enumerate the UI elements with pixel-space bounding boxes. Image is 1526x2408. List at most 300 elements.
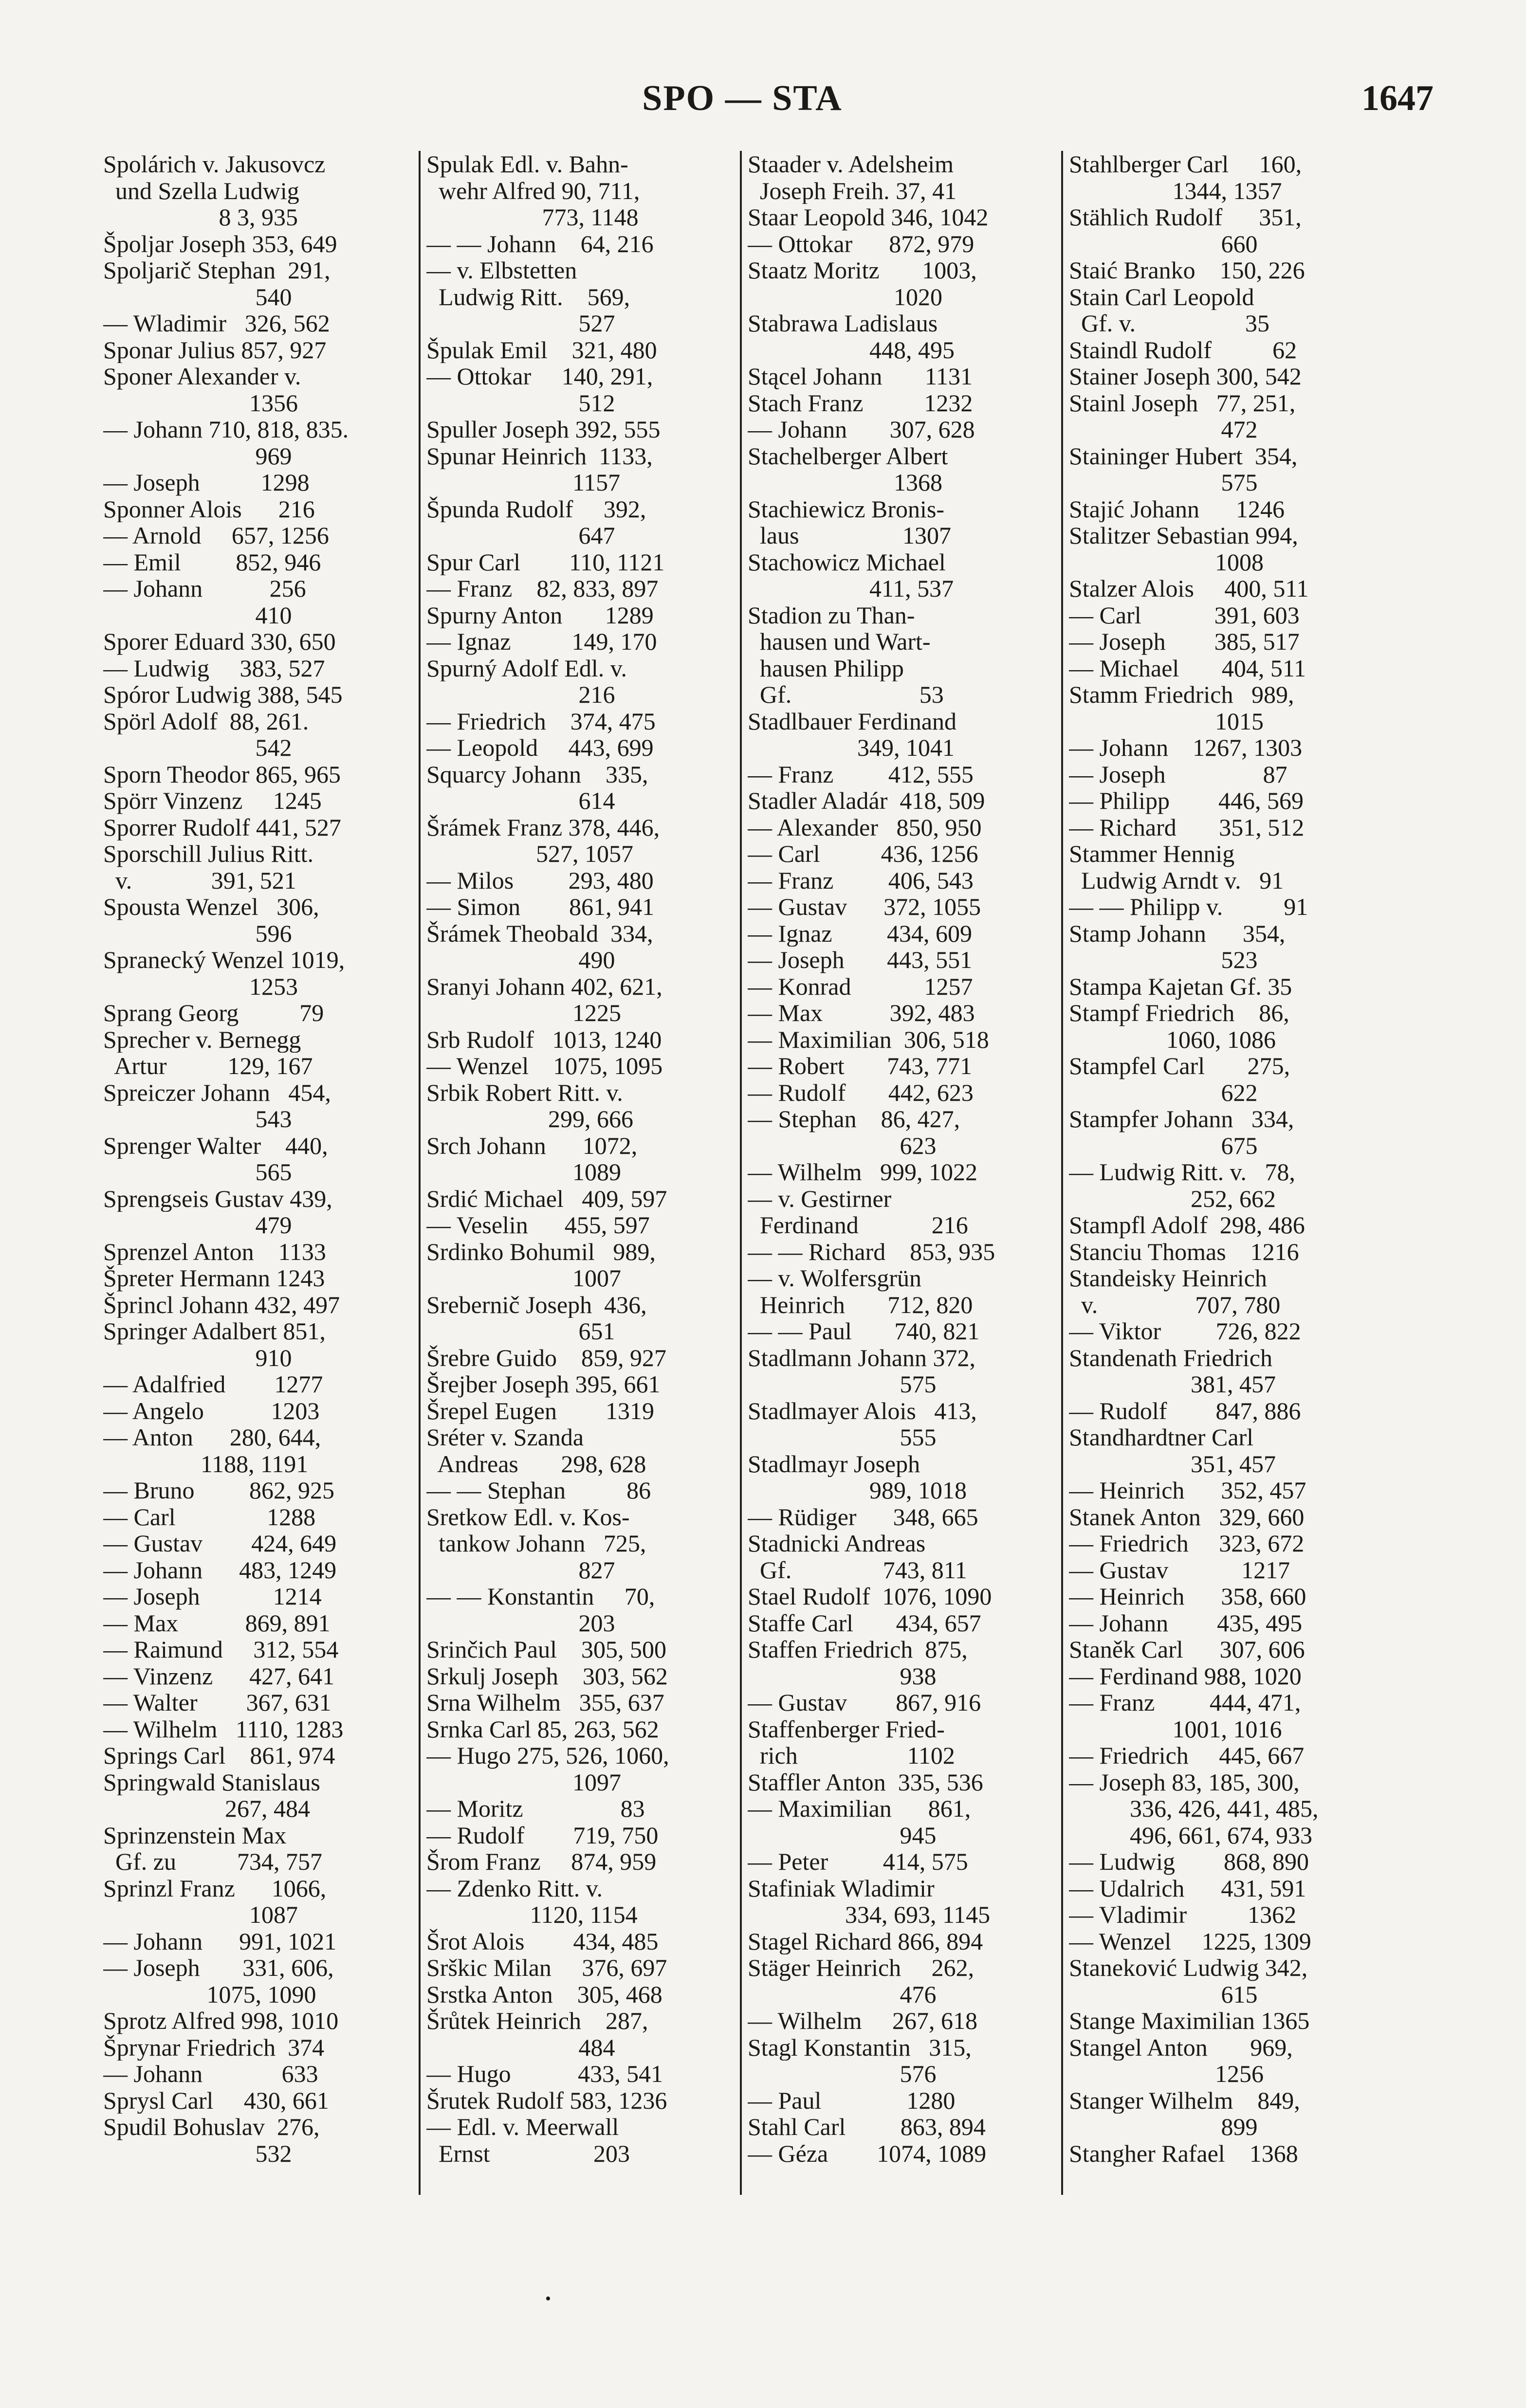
directory-entry-line: Artur 129, 167 [103,1053,313,1079]
directory-entry-line: — Franz 406, 543 [748,867,974,894]
directory-entry-line: Heinrich 712, 820 [748,1291,973,1318]
directory-entry-line: Šrot Alois 434, 485 [426,1928,659,1954]
directory-entry-line: — Joseph 83, 185, 300, [1069,1769,1300,1795]
directory-entry-line: Gf. 53 [748,681,944,708]
directory-entry-line: 411, 537 [748,575,954,602]
directory-entry-line: Šrebre Guido 859, 927 [426,1344,666,1371]
directory-entry-line: Staindl Rudolf 62 [1069,336,1297,363]
directory-entry-line: Stabrawa Ladislaus [748,310,938,337]
directory-entry-line: 476 [748,1981,937,2007]
directory-entry-line: — Angelo 1203 [103,1397,320,1424]
directory-entry-line: — Wladimir 326, 562 [103,310,330,337]
directory-entry-line: — Stephan 86, 427, [748,1106,960,1132]
directory-entry-line: Srch Johann 1072, [426,1132,638,1159]
directory-entry-line: 575 [1069,469,1258,496]
directory-entry-line: 523 [1069,947,1258,973]
directory-entry-line: und Szella Ludwig [103,177,299,204]
directory-entry-line: — Ludwig 868, 890 [1069,1848,1309,1875]
directory-entry-line: Špreter Hermann 1243 [103,1265,325,1292]
directory-entry-line: Šrůtek Heinrich 287, [426,2007,648,2034]
directory-entry-line: — Peter 414, 575 [748,1848,968,1875]
directory-entry-line: 1356 [103,389,298,416]
directory-entry-line: Stael Rudolf 1076, 1090 [748,1583,992,1610]
directory-entry-line: 565 [103,1159,292,1186]
directory-entry-line: Spörr Vinzenz 1245 [103,787,322,814]
directory-entry-line: Stäger Heinrich 262, [748,1954,974,1981]
directory-entry-line: — Wilhelm 999, 1022 [748,1159,978,1186]
directory-entry-line: — Gustav 1217 [1069,1556,1290,1583]
directory-entry-line: 623 [748,1132,937,1159]
directory-entry-line: Sprengseis Gustav 439, [103,1185,332,1212]
directory-entry-line: — Anton 280, 644, [103,1424,321,1451]
directory-entry-line: — Milos 293, 480 [426,867,654,894]
directory-entry-line: — Bruno 862, 925 [103,1477,334,1504]
directory-entry-line: Staffe Carl 434, 657 [748,1609,981,1636]
directory-entry-line: — Joseph 1298 [103,469,310,496]
directory-entry-line: — Adalfried 1277 [103,1371,323,1398]
directory-entry-line: 827 [426,1556,615,1583]
directory-entry-line: 938 [748,1662,937,1689]
directory-entry-line: Stanger Wilhelm 849, [1069,2087,1300,2114]
directory-entry-line: 252, 662 [1069,1185,1276,1212]
directory-entry-line: 651 [426,1318,615,1345]
directory-entry-line: laus 1307 [748,522,952,549]
directory-entry-line: Šrepel Eugen 1319 [426,1397,654,1424]
directory-entry-line: — Robert 743, 771 [748,1053,973,1079]
directory-entry-line: Sporer Eduard 330, 650 [103,628,336,655]
directory-entry-line: — Paul 1280 [748,2087,956,2114]
directory-entry-line: 448, 495 [748,336,955,363]
directory-entry-line: — Richard 351, 512 [1069,814,1305,840]
directory-entry-line: — v. Elbstetten [426,257,577,284]
directory-entry-line: Sprecher v. Bernegg [103,1026,301,1053]
directory-entry-line: Spreiczer Johann 454, [103,1079,331,1106]
directory-entry-line: 203 [426,1609,615,1636]
directory-entry-line: Stampa Kajetan Gf. 35 [1069,973,1292,1000]
directory-entry-line: Spoljarič Stephan 291, [103,257,331,284]
directory-entry-line: Sporschill Julius Ritt. [103,840,314,867]
directory-entry-line: Sponar Julius 857, 927 [103,336,327,363]
directory-entry-line: 299, 666 [426,1106,633,1132]
directory-entry-line: Stamm Friedrich 989, [1069,681,1294,708]
directory-entry-line: Staněk Carl 307, 606 [1069,1636,1305,1663]
directory-entry-line: Stadlmayr Joseph [748,1450,920,1477]
directory-entry-line: Standeisky Heinrich [1069,1265,1267,1292]
directory-entry-line: — Michael 404, 511 [1069,655,1306,681]
directory-entry-line: 575 [748,1371,937,1398]
column-2 [419,151,740,2195]
directory-entry-line: Spurny Anton 1289 [426,602,654,628]
directory-entry-line: Sprang Georg 79 [103,1000,324,1026]
directory-entry-line: — Heinrich 352, 457 [1069,1477,1306,1504]
directory-entry-line: Špoljar Joseph 353, 649 [103,230,337,257]
directory-entry-line: — Friedrich 323, 672 [1069,1530,1305,1557]
directory-entry-line: Stanek Anton 329, 660 [1069,1503,1305,1530]
directory-entry-line: — Ferdinand 988, 1020 [1069,1662,1302,1689]
directory-entry-line: — Raimund 312, 554 [103,1636,339,1663]
directory-entry-line: — Viktor 726, 822 [1069,1318,1301,1345]
directory-entry-line: Spurný Adolf Edl. v. [426,655,627,681]
directory-entry-line: 216 [426,681,615,708]
entries-columns [97,151,1382,2195]
directory-entry-line: Stampf Friedrich 86, [1069,1000,1289,1026]
directory-entry-line: — v. Wolfersgrün [748,1265,922,1292]
directory-entry-line: — Zdenko Ritt. v. [426,1875,603,1901]
directory-entry-line: — — Johann 64, 216 [426,230,654,257]
directory-entry-line: Stadler Aladár 418, 509 [748,787,985,814]
directory-entry-line: 576 [748,2061,937,2087]
directory-entry-line: Stainer Joseph 300, 542 [1069,363,1302,390]
directory-entry-line: — Joseph 385, 517 [1069,628,1300,655]
directory-entry-line: — Wilhelm 267, 618 [748,2007,978,2034]
directory-entry-line: Srinčich Paul 305, 500 [426,1636,667,1663]
directory-entry-line: 479 [103,1212,292,1239]
directory-entry-line: Spudil Bohuslav 276, [103,2114,320,2140]
directory-entry-line: — Maximilian 306, 518 [748,1026,989,1053]
directory-entry-line: 989, 1018 [748,1477,967,1504]
directory-entry-line: — — Paul 740, 821 [748,1318,980,1345]
directory-entry-line: — Ottokar 140, 291, [426,363,653,390]
directory-entry-line: — Johann 483, 1249 [103,1556,337,1583]
directory-entry-line: Srb Rudolf 1013, 1240 [426,1026,662,1053]
directory-entry-line: Špulak Emil 321, 480 [426,336,657,363]
directory-entry-line: Srebernič Joseph 436, [426,1291,647,1318]
directory-entry-line: Spóror Ludwig 388, 545 [103,681,343,708]
directory-entry-line: 1087 [103,1901,298,1928]
directory-entry-line: 555 [748,1424,937,1451]
directory-entry-line: 1157 [426,469,621,496]
directory-entry-line: Stanciu Thomas 1216 [1069,1238,1299,1265]
directory-entry-line: — Rudolf 847, 886 [1069,1397,1301,1424]
directory-entry-line: tankow Johann 725, [426,1530,646,1557]
directory-entry-line: Sponner Alois 216 [103,495,315,522]
directory-entry-line: 660 [1069,230,1258,257]
page-number: 1647 [1361,78,1434,118]
directory-entry-line: — Vladimir 1362 [1069,1901,1297,1928]
directory-entry-line: — Edl. v. Meerwall [426,2114,619,2140]
directory-entry-line: 1256 [1069,2061,1264,2087]
directory-entry-line: — Philipp 446, 569 [1069,787,1304,814]
directory-entry-line: Sretkow Edl. v. Kos- [426,1503,630,1530]
directory-entry-line: 910 [103,1344,292,1371]
directory-entry-line: — Max 869, 891 [103,1609,331,1636]
directory-entry-line: Stalitzer Sebastian 994, [1069,522,1298,549]
footer-mark: • [545,2290,551,2308]
directory-entry-line: Stącel Johann 1131 [748,363,973,390]
directory-entry-line: Stalzer Alois 400, 511 [1069,575,1309,602]
directory-entry-line: — Ignaz 434, 609 [748,920,973,947]
directory-entry-line: Staffenberger Fried- [748,1715,945,1742]
directory-entry-line: Stachiewicz Bronis- [748,495,945,522]
page-header [105,73,1434,131]
directory-entry-line: Stachelberger Albert [748,442,948,469]
directory-entry-line: Sprysl Carl 430, 661 [103,2087,329,2114]
directory-entry-line: Špunda Rudolf 392, [426,495,646,522]
directory-entry-line: Stadion zu Than- [748,602,915,628]
directory-entry-line: 527, 1057 [426,840,633,867]
directory-entry-line: Springer Adalbert 851, [103,1318,326,1345]
directory-entry-line: Staić Branko 150, 226 [1069,257,1305,284]
directory-entry-line: Spur Carl 110, 1121 [426,548,665,575]
directory-entry-line: Sporn Theodor 865, 965 [103,761,341,787]
directory-entry-line: Spousta Wenzel 306, [103,894,319,920]
directory-entry-line: Stagl Konstantin 315, [748,2034,972,2061]
directory-entry-line: Springs Carl 861, 974 [103,1742,335,1769]
directory-entry-line: v. 707, 780 [1069,1291,1281,1318]
directory-entry-line: Srkulj Joseph 303, 562 [426,1662,668,1689]
directory-entry-line: Joseph Freih. 37, 41 [748,177,957,204]
column-4 [1061,151,1382,2195]
directory-entry-line: — Carl 391, 603 [1069,602,1300,628]
directory-entry-line: Sprinzenstein Max [103,1822,287,1848]
directory-entry-line: Šrámek Franz 378, 446, [426,814,660,840]
directory-entry-line: — Emil 852, 946 [103,548,321,575]
directory-entry-line: Spolárich v. Jakusovcz [103,151,326,178]
directory-entry-line: — Johann 710, 818, 835. [103,416,349,443]
directory-entry-line: Staar Leopold 346, 1042 [748,204,989,231]
directory-entry-line: Stain Carl Leopold [1069,283,1254,310]
directory-entry-line: 267, 484 [103,1795,310,1822]
directory-entry-line: — Veselin 455, 597 [426,1212,650,1239]
directory-entry-line: Gf. 743, 811 [748,1556,967,1583]
directory-entry-line: Sponer Alexander v. [103,363,301,390]
directory-entry-line: 1007 [426,1265,621,1292]
directory-entry-line: Staffler Anton 335, 536 [748,1769,983,1795]
directory-entry-line: 484 [426,2034,615,2061]
directory-entry-line: Ludwig Ritt. 569, [426,283,630,310]
directory-entry-line: 899 [1069,2114,1258,2140]
directory-entry-line: hausen und Wart- [748,628,931,655]
directory-entry-line: Srdinko Bohumil 989, [426,1238,656,1265]
directory-entry-line: — Konrad 1257 [748,973,973,1000]
directory-entry-line: — Ludwig Ritt. v. 78, [1069,1159,1295,1186]
directory-entry-line: Srna Wilhelm 355, 637 [426,1689,664,1716]
directory-entry-line: — Ignaz 149, 170 [426,628,657,655]
directory-entry-line: Stadlmayer Alois 413, [748,1397,977,1424]
directory-entry-line: Stahl Carl 863, 894 [748,2114,986,2140]
directory-entry-line: — Wilhelm 1110, 1283 [103,1715,344,1742]
directory-entry-line: — Wenzel 1225, 1309 [1069,1928,1311,1954]
directory-entry-line: Stangel Anton 969, [1069,2034,1293,2061]
directory-entry-line: Gf. v. 35 [1069,310,1270,337]
column-1 [97,151,419,2195]
directory-entry-line: 490 [426,947,615,973]
directory-entry-line: Andreas 298, 628 [426,1450,646,1477]
directory-entry-line: 1188, 1191 [103,1450,309,1477]
directory-entry-line: Spörl Adolf 88, 261. [103,708,309,734]
directory-entry-line: — Ottokar 872, 979 [748,230,974,257]
directory-entry-line: 543 [103,1106,292,1132]
directory-entry-line: Šrom Franz 874, 959 [426,1848,657,1875]
directory-entry-line: — Carl 436, 1256 [748,840,978,867]
directory-entry-line: Sréter v. Szanda [426,1424,584,1451]
directory-entry-line: Šrámek Theobald 334, [426,920,653,947]
directory-entry-line: — — Philipp v. 91 [1069,894,1308,920]
directory-entry-line: 596 [103,920,292,947]
directory-entry-line: — Leopold 443, 699 [426,734,654,761]
directory-entry-line: 614 [426,787,615,814]
directory-entry-line: — Joseph 87 [1069,761,1287,787]
directory-entry-line: Stach Franz 1232 [748,389,973,416]
directory-entry-line: Ludwig Arndt v. 91 [1069,867,1284,894]
directory-entry-line: 1060, 1086 [1069,1026,1276,1053]
directory-entry-line: Sprenzel Anton 1133 [103,1238,326,1265]
directory-entry-line: 542 [103,734,292,761]
directory-entry-line: — — Stephan 86 [426,1477,651,1504]
directory-entry-line: — Johann 1267, 1303 [1069,734,1303,761]
directory-entry-line: — Ludwig 383, 527 [103,655,325,681]
directory-entry-line: Srškic Milan 376, 697 [426,1954,667,1981]
directory-entry-line: 381, 457 [1069,1371,1276,1398]
directory-entry-line: hausen Philipp [748,655,904,681]
directory-entry-line: Spranecký Wenzel 1019, [103,947,345,973]
directory-entry-line: — Alexander 850, 950 [748,814,982,840]
directory-entry-line: 1015 [1069,708,1264,734]
directory-entry-line: — Moritz 83 [426,1795,645,1822]
directory-entry-line: Standenath Friedrich [1069,1344,1272,1371]
directory-entry-line: 512 [426,389,615,416]
directory-entry-line: 527 [426,310,615,337]
directory-entry-line: 496, 661, 674, 933 [1069,1822,1312,1848]
directory-entry-line: Stachowicz Michael [748,548,946,575]
directory-entry-line: — Johann 307, 628 [748,416,975,443]
directory-entry-line: 351, 457 [1069,1450,1276,1477]
directory-entry-line: — Franz 82, 833, 897 [426,575,659,602]
directory-entry-line: Srstka Anton 305, 468 [426,1981,662,2007]
directory-entry-line: — Hugo 275, 526, 1060, [426,1742,669,1769]
directory-entry-line: — Franz 444, 471, [1069,1689,1301,1716]
directory-entry-line: 647 [426,522,615,549]
directory-entry-line: Spunar Heinrich 1133, [426,442,653,469]
directory-entry-line: — Wenzel 1075, 1095 [426,1053,663,1079]
directory-entry-line: 1225 [426,1000,621,1026]
directory-entry-line: Šprynar Friedrich 374 [103,2034,325,2061]
directory-entry-line: 969 [103,442,292,469]
directory-entry-line: — Joseph 1214 [103,1583,322,1610]
directory-entry-line: Sprenger Walter 440, [103,1132,328,1159]
directory-entry-line: 1344, 1357 [1069,177,1282,204]
directory-entry-line: 675 [1069,1132,1258,1159]
directory-entry-line: Spuller Joseph 392, 555 [426,416,661,443]
directory-entry-line: 1368 [748,469,942,496]
directory-entry-line: Squarcy Johann 335, [426,761,648,787]
directory-entry-line: Stafiniak Wladimir [748,1875,935,1901]
directory-entry-line: Srnka Carl 85, 263, 562 [426,1715,659,1742]
directory-entry-line: — Johann 256 [103,575,306,602]
directory-entry-line: Sporrer Rudolf 441, 527 [103,814,341,840]
directory-entry-line: — — Richard 853, 935 [748,1238,995,1265]
directory-entry-line: Stajić Johann 1246 [1069,495,1285,522]
directory-entry-line: — Joseph 443, 551 [748,947,973,973]
directory-entry-line: 1020 [748,283,942,310]
directory-entry-line: Stange Maximilian 1365 [1069,2007,1310,2034]
directory-entry-line: Stadnicki Andreas [748,1530,926,1557]
directory-entry-line: — Rüdiger 348, 665 [748,1503,978,1530]
directory-entry-line: 540 [103,283,292,310]
directory-entry-line: Stagel Richard 866, 894 [748,1928,983,1954]
directory-entry-line: Stampfer Johann 334, [1069,1106,1294,1132]
directory-entry-line: Stamp Johann 354, [1069,920,1286,947]
directory-entry-line: Šprincl Johann 432, 497 [103,1291,340,1318]
directory-entry-line: — Joseph 331, 606, [103,1954,334,1981]
directory-entry-line: Stammer Hennig [1069,840,1235,867]
directory-entry-line: 1001, 1016 [1069,1715,1282,1742]
directory-entry-line: 8 3, 935 [103,204,298,231]
directory-entry-line: Stadlbauer Ferdinand [748,708,957,734]
directory-entry-line: Ferdinand 216 [748,1212,968,1239]
directory-entry-line: — Vinzenz 427, 641 [103,1662,335,1689]
directory-entry-line: Srdić Michael 409, 597 [426,1185,667,1212]
directory-entry-line: — Johann 633 [103,2061,318,2087]
directory-entry-line: Sprinzl Franz 1066, [103,1875,327,1901]
directory-entry-line: — Carl 1288 [103,1503,316,1530]
directory-entry-line: 1253 [103,973,298,1000]
directory-entry-line: Staffen Friedrich 875, [748,1636,968,1663]
directory-entry-line: 349, 1041 [748,734,955,761]
directory-entry-line: Spulak Edl. v. Bahn- [426,151,628,178]
directory-entry-line: Sranyi Johann 402, 621, [426,973,662,1000]
directory-entry-line: 773, 1148 [426,204,639,231]
directory-entry-line: 1120, 1154 [426,1901,638,1928]
directory-entry-line: — Gustav 424, 649 [103,1530,337,1557]
directory-entry-line: 1075, 1090 [103,1981,316,2007]
directory-entry-line: — Friedrich 374, 475 [426,708,656,734]
directory-entry-line: Stampfl Adolf 298, 486 [1069,1212,1305,1239]
directory-entry-line: wehr Alfred 90, 711, [426,177,640,204]
directory-entry-line: 532 [103,2140,292,2167]
directory-entry-line: — Gustav 372, 1055 [748,894,981,920]
directory-entry-line: — Max 392, 483 [748,1000,975,1026]
directory-entry-line: Sprotz Alfred 998, 1010 [103,2007,339,2034]
directory-entry-line: rich 1102 [748,1742,955,1769]
directory-entry-line: — Friedrich 445, 667 [1069,1742,1305,1769]
directory-entry-line: 945 [748,1822,937,1848]
directory-entry-line: — Gustav 867, 916 [748,1689,981,1716]
directory-entry-line: 1097 [426,1769,621,1795]
directory-entry-line: Springwald Stanislaus [103,1769,320,1795]
directory-entry-line: 615 [1069,1981,1258,2007]
directory-entry-line: — Simon 861, 941 [426,894,655,920]
directory-entry-line: — Hugo 433, 541 [426,2061,663,2087]
directory-entry-line: 622 [1069,1079,1258,1106]
directory-entry-line: — Walter 367, 631 [103,1689,331,1716]
directory-entry-line: — Johann 991, 1021 [103,1928,337,1954]
column-3 [740,151,1061,2195]
directory-entry-line: — Arnold 657, 1256 [103,522,329,549]
directory-entry-line: — Udalrich 431, 591 [1069,1875,1306,1901]
directory-entry-line: Standhardtner Carl [1069,1424,1254,1451]
directory-entry-line: Ernst 203 [426,2140,630,2167]
directory-entry-line: — Rudolf 719, 750 [426,1822,659,1848]
directory-entry-line: — Johann 435, 495 [1069,1609,1303,1636]
directory-entry-line: — Franz 412, 555 [748,761,974,787]
directory-entry-line: 410 [103,602,292,628]
directory-entry-line: Srbik Robert Ritt. v. [426,1079,623,1106]
directory-entry-line: Gf. zu 734, 757 [103,1848,322,1875]
directory-entry-line: Šrutek Rudolf 583, 1236 [426,2087,667,2114]
directory-entry-line: Stampfel Carl 275, [1069,1053,1290,1079]
directory-entry-line: 336, 426, 441, 485, [1069,1795,1319,1822]
directory-entry-line: Staatz Moritz 1003, [748,257,977,284]
directory-entry-line: Šrejber Joseph 395, 661 [426,1371,661,1398]
directory-entry-line: v. 391, 521 [103,867,296,894]
directory-entry-line: — — Konstantin 70, [426,1583,655,1610]
directory-entry-line: — Rudolf 442, 623 [748,1079,974,1106]
directory-entry-line: Stadlmann Johann 372, [748,1344,976,1371]
directory-entry-line: Stahlberger Carl 160, [1069,151,1302,178]
directory-entry-line: — v. Gestirner [748,1185,892,1212]
directory-entry-line: Staininger Hubert 354, [1069,442,1298,469]
